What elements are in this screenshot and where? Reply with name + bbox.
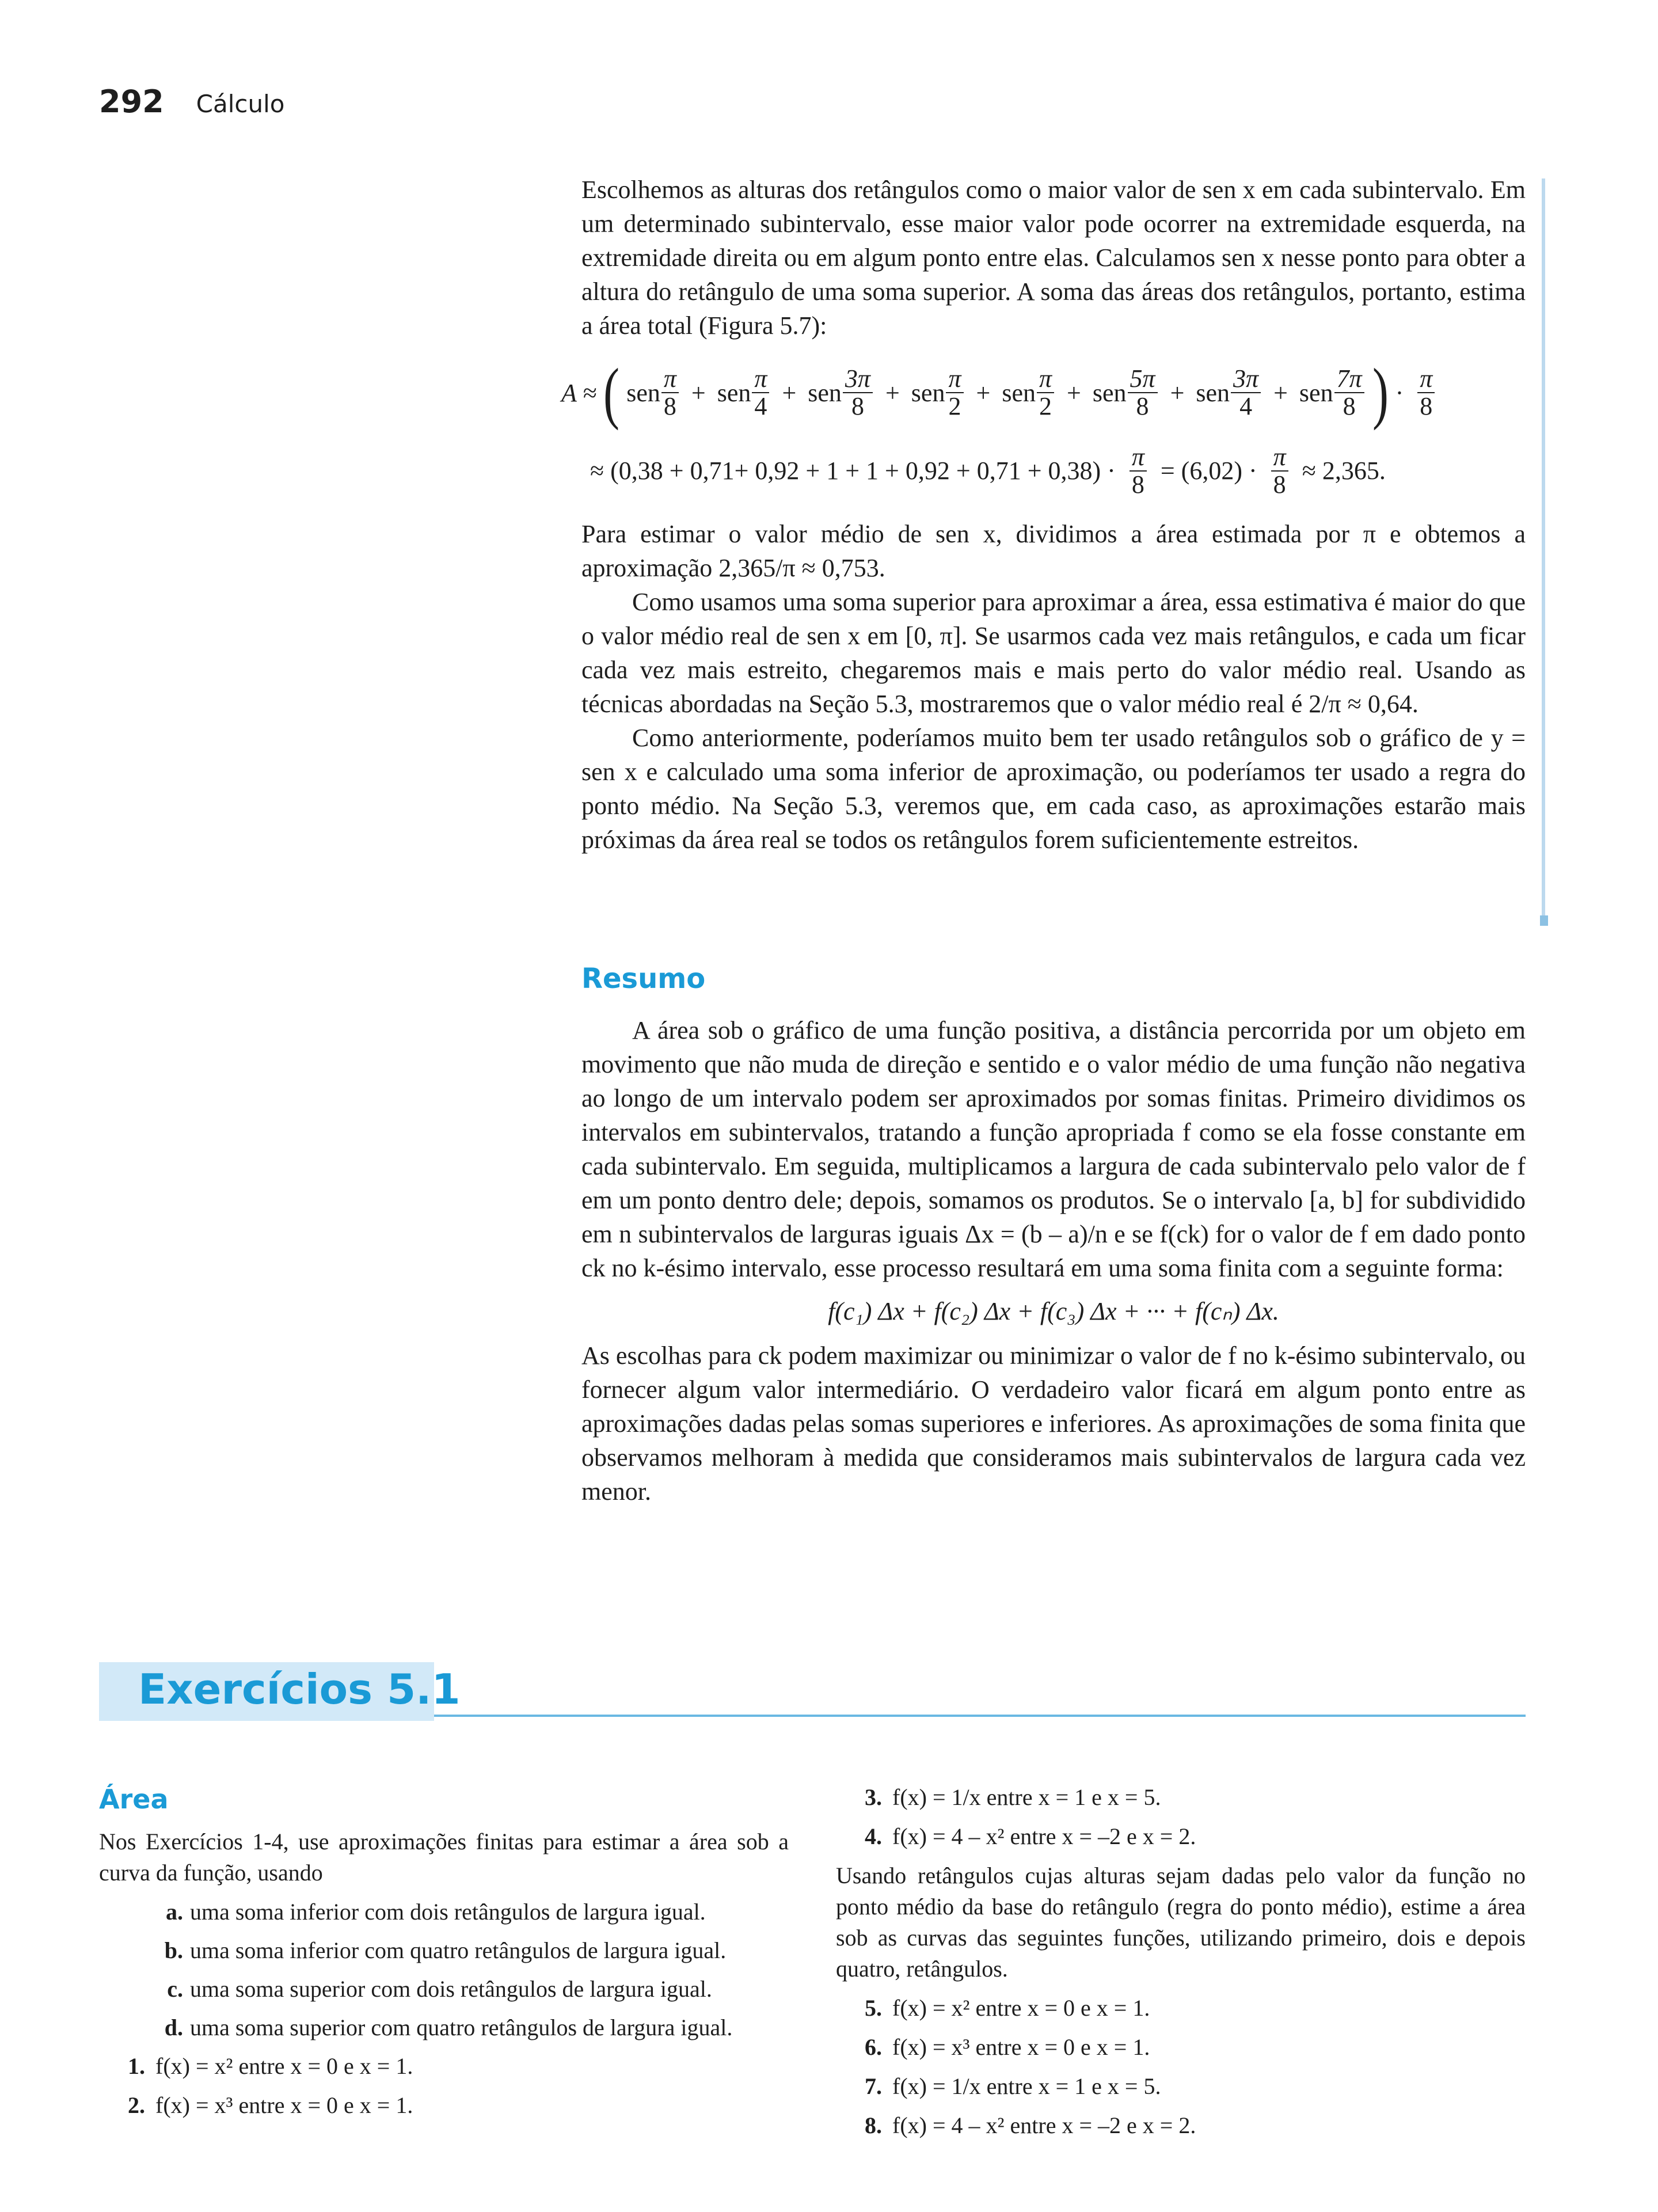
- exercise-item: [836, 2071, 1526, 2102]
- option-list: [151, 1896, 789, 2043]
- exercise-item: [836, 2032, 1526, 2063]
- margin-rule-end: [1540, 915, 1548, 926]
- item-text: f(x) = x³ entre x = 0 e x = 1.: [892, 2034, 1150, 2060]
- plus-sign: +: [782, 378, 797, 407]
- item-label: c.: [167, 1976, 183, 2002]
- plus-sign: +: [691, 378, 706, 407]
- fraction-numerator: π: [1130, 444, 1147, 472]
- exercises-left-column: [99, 1826, 789, 2129]
- book-title: Cálculo: [196, 90, 285, 118]
- equation-2-tail: ≈ 2,365.: [1302, 457, 1386, 485]
- exercises-title: Exercícios 5.1: [138, 1665, 461, 1713]
- term-denominator: 2: [948, 392, 961, 420]
- term-fraction: [661, 366, 679, 420]
- plus-sign: +: [885, 378, 900, 407]
- item-label: 8.: [865, 2112, 882, 2138]
- term-numerator: 5π: [1128, 366, 1158, 393]
- exercise-item: [836, 1821, 1526, 1852]
- exercise-list-right-top: [836, 1782, 1526, 1852]
- plus-sign: +: [1067, 378, 1081, 407]
- exercises-right-column: [836, 1782, 1526, 2149]
- equation-2-fraction-a: [1130, 444, 1147, 498]
- option-item: [151, 1935, 789, 1966]
- sum-formula: f(c₁) Δx + f(c₂) Δx + f(c₃) Δx + ··· + f(cₙ) Δx.: [828, 1297, 1279, 1325]
- term-fraction: [1231, 366, 1261, 420]
- exercises-rule: [434, 1715, 1526, 1717]
- exercise-item: [836, 1993, 1526, 2024]
- exercise-item: [99, 2090, 789, 2121]
- item-text: uma soma inferior com quatro retângulos de largura igual.: [190, 1937, 727, 1963]
- term-numerator: 3π: [843, 366, 873, 393]
- intro-paragraph: Escolhemos as alturas dos retângulos como o maior valor de sen x em cada subintervalo. Em um determinado subintervalo, esse maior valor pode ocorrer na extremidade esquerda, na extremidade direita ou em algum ponto entre elas. Calculamos sen x nesse ponto para obter a altura do retângulo de uma soma superior. A soma das áreas dos retângulos, portanto, estima a área total (Figura 5.7):: [581, 176, 1526, 340]
- item-text: f(x) = 4 – x² entre x = –2 e x = 2.: [892, 2112, 1196, 2138]
- term-denominator: 8: [1343, 392, 1356, 420]
- exercise-list-left: [99, 2051, 789, 2121]
- item-text: f(x) = 4 – x² entre x = –2 e x = 2.: [892, 1823, 1196, 1849]
- intro-block: [581, 173, 1526, 343]
- item-label: 4.: [865, 1823, 882, 1849]
- fraction-denominator: 8: [1131, 470, 1144, 499]
- item-text: f(x) = 1/x entre x = 1 e x = 5.: [892, 1784, 1161, 1810]
- exercise-instruction-1: Nos Exercícios 1-4, use aproximações finitas para estimar a área sob a curva da função, usando: [99, 1829, 789, 1886]
- equation-2-fraction-b: [1271, 444, 1288, 498]
- term-denominator: 2: [1039, 392, 1052, 420]
- plus-sign: +: [1170, 378, 1185, 407]
- sine-function: sen: [1299, 378, 1333, 407]
- term-fraction: [1128, 366, 1158, 420]
- sine-function: sen: [911, 378, 945, 407]
- item-label: d.: [164, 2015, 183, 2040]
- term-fraction: [752, 366, 769, 420]
- equation-2-lead: ≈ (0,38 + 0,71+ 0,92 + 1 + 1 + 0,92 + 0,71 + 0,38) ·: [590, 457, 1116, 485]
- left-paren: (: [603, 354, 620, 431]
- plus-sign: +: [1273, 378, 1288, 407]
- item-label: 5.: [865, 1995, 882, 2021]
- term-numerator: π: [1037, 366, 1054, 393]
- item-text: f(x) = 1/x entre x = 1 e x = 5.: [892, 2073, 1161, 2099]
- paragraph-4: Como anteriormente, poderíamos muito bem ter usado retângulos sob o gráfico de y = sen x e calculado uma soma inferior de aproximação, ou poderíamos ter usado a regra do ponto médio. Na Seção 5.3, veremos que, em cada caso, as aproximações estarão mais próximas da área real se todos os retângulos forem suficientemente estreitos.: [581, 724, 1526, 854]
- term-fraction: [946, 366, 963, 420]
- item-label: a.: [166, 1899, 183, 1925]
- multiply-dot: ·: [1395, 378, 1404, 407]
- exercise-instruction-2: Usando retângulos cujas alturas sejam dadas pelo valor da função no ponto médio da base do retângulo (regra do ponto médio), estime a área sob as curvas das seguintes funções, utilizando primeiro, dois e depois quatro, retângulos.: [836, 1863, 1526, 1982]
- item-label: b.: [164, 1937, 183, 1963]
- term-denominator: 8: [851, 392, 864, 420]
- item-text: f(x) = x² entre x = 0 e x = 1.: [892, 1995, 1150, 2021]
- fraction-denominator: 8: [1273, 470, 1286, 499]
- area-heading: Área: [99, 1784, 169, 1815]
- item-text: uma soma superior com quatro retângulos de largura igual.: [190, 2015, 733, 2040]
- term-denominator: 4: [754, 392, 767, 420]
- exercise-list-right-bottom: [836, 1993, 1526, 2141]
- resumo-block: [581, 1013, 1526, 1508]
- item-text: uma soma superior com dois retângulos de largura igual.: [190, 1976, 712, 2002]
- term-numerator: π: [946, 366, 963, 393]
- term-fraction: [843, 366, 873, 420]
- item-text: uma soma inferior com dois retângulos de largura igual.: [190, 1899, 706, 1925]
- term-numerator: π: [752, 366, 769, 393]
- item-label: 2.: [128, 2092, 145, 2118]
- term-numerator: 7π: [1334, 366, 1364, 393]
- page-number: 292: [99, 83, 164, 120]
- factor-denominator: 8: [1420, 392, 1433, 420]
- equation-lhs: A ≈: [561, 378, 597, 407]
- sine-function: sen: [626, 378, 660, 407]
- item-label: 1.: [128, 2053, 145, 2079]
- item-text: f(x) = x³ entre x = 0 e x = 1.: [155, 2092, 413, 2118]
- option-item: [151, 1896, 789, 1928]
- item-text: f(x) = x² entre x = 0 e x = 1.: [155, 2053, 413, 2079]
- term-fraction: [1334, 366, 1364, 420]
- term-denominator: 8: [1136, 392, 1149, 420]
- sine-function: sen: [1196, 378, 1230, 407]
- paragraph-3: Como usamos uma soma superior para aproximar a área, essa estimativa é maior do que o valor médio real de sen x em [0, π]. Se usarmos cada vez mais retângulos, e cada um ficar cada vez mais estreito, chegaremos mais e mais perto do valor médio real. Usando as técnicas abordadas na Seção 5.3, mostraremos que o valor médio real é 2/π ≈ 0,64.: [581, 588, 1526, 718]
- term-numerator: π: [661, 366, 679, 393]
- exercise-item: [99, 2051, 789, 2082]
- sine-function: sen: [1002, 378, 1036, 407]
- term-denominator: 4: [1239, 392, 1253, 420]
- sine-function: sen: [1092, 378, 1127, 407]
- sine-function: sen: [808, 378, 842, 407]
- exercise-item: [836, 1782, 1526, 1813]
- equation-terms: [626, 366, 1365, 420]
- option-item: [151, 2012, 789, 2043]
- item-label: 7.: [865, 2073, 882, 2099]
- item-label: 3.: [865, 1784, 882, 1810]
- exercise-item: [836, 2110, 1526, 2141]
- resumo-heading: Resumo: [581, 963, 706, 995]
- term-fraction: [1037, 366, 1054, 420]
- item-label: 6.: [865, 2034, 882, 2060]
- plus-sign: +: [976, 378, 991, 407]
- equation-numeric: [590, 440, 1386, 501]
- resumo-paragraph-1: A área sob o gráfico de uma função positiva, a distância percorrida por um objeto em movimento que não muda de direção e sentido e o valor médio de uma função não negativa ao longo de um intervalo podem ser aproximados por somas finitas. Primeiro dividimos os intervalos em subintervalos, tratando a função apropriada f como se ela fosse constante em cada subintervalo. Em seguida, multiplicamos a largura de cada subintervalo pelo valor de f em um ponto dentro dele; depois, somamos os produtos. Se o intervalo [a, b] for subdividido em n subintervalos de larguras iguais Δx = (b – a)/n e se f(ck) for o valor de f em dado ponto ck no k-ésimo intervalo, esse processo resultará em uma soma finita com a seguinte forma:: [581, 1016, 1526, 1282]
- equation-upper-sum: [561, 354, 1436, 431]
- factor-fraction: [1417, 366, 1435, 420]
- term-numerator: 3π: [1231, 366, 1261, 393]
- factor-numerator: π: [1417, 366, 1435, 393]
- right-paren: ): [1372, 354, 1389, 431]
- equation-2-mid: = (6,02) ·: [1160, 457, 1257, 485]
- resumo-paragraph-2: As escolhas para ck podem maximizar ou minimizar o valor de f no k-ésimo subintervalo, ou fornecer algum valor intermediário. O verdadeiro valor ficará em algum ponto entre as aproximações dadas pelas somas superiores e inferiores. As aproximações de soma finita que observamos melhoram à medida que consideramos mais subintervalos de largura cada vez menor.: [581, 1341, 1526, 1506]
- term-denominator: 8: [663, 392, 676, 420]
- option-item: [151, 1974, 789, 2005]
- running-head: [99, 83, 284, 120]
- sine-function: sen: [717, 378, 751, 407]
- margin-rule: [1542, 178, 1545, 921]
- paragraph-2: Para estimar o valor médio de sen x, dividimos a área estimada por π e obtemos a aproximação 2,365/π ≈ 0,753.: [581, 520, 1526, 582]
- body-block: [581, 517, 1526, 857]
- fraction-numerator: π: [1271, 444, 1288, 472]
